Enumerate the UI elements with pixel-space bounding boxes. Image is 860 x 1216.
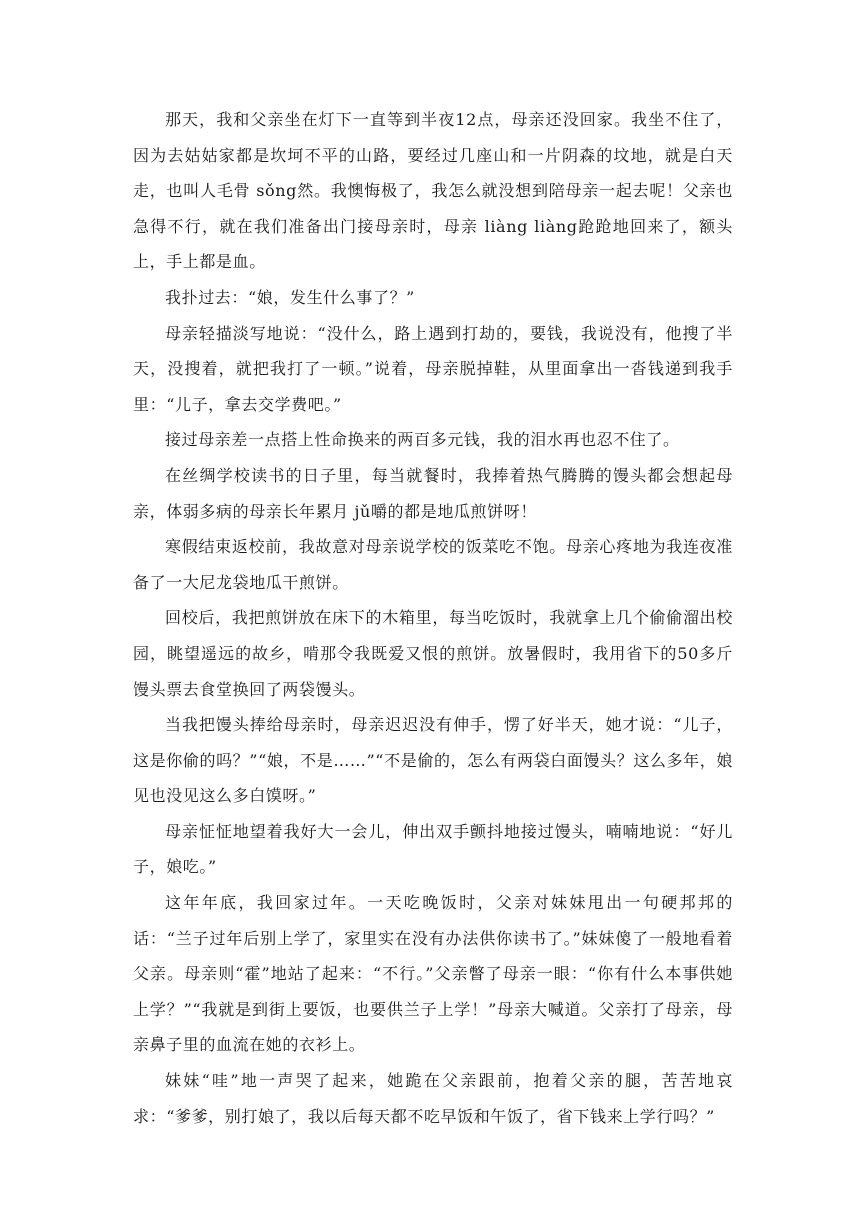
paragraph-9: 母亲怔怔地望着我好大一会儿，伸出双手颤抖地接过馒头，喃喃地说：“好儿子，娘吃。” — [133, 821, 733, 877]
paragraph-11: 妹妹“哇”地一声哭了起来，她跪在父亲跟前，抱着父亲的腿，苦苦地哀求：“爹爹，别打娘了，我以后每天都不吃早饭和午饭了，省下钱来上学行吗？” — [133, 1071, 733, 1126]
paragraph-7: 回校后，我把煎饼放在床下的木箱里，每当吃饭时，我就拿上几个偷偷溜出校园，眺望遥远的故乡，啃那令我既爱又恨的煎饼。放暑假时，我用省下的50多斤馒头票去食堂换回了两袋馒头。 — [133, 608, 733, 699]
paragraph-1: 那天，我和父亲坐在灯下一直等到半夜12点，母亲还没回家。我坐不住了，因为去姑姑家都是坎坷不平的山路，要经过几座山和一片阴森的坟地，就是白天走，也叫人毛骨 sǒng然。我懊悔极了，我怎么就没想到陪母亲一起去呢！父亲也急得不行，就在我们准备出门接母亲时，母亲 liàng liàng跄跄地回来了，额头上，手上都是血。 — [133, 110, 733, 272]
paragraph-6: 寒假结束返校前，我故意对母亲说学校的饭菜吃不饱。母亲心疼地为我连夜准备了一大尼龙袋地瓜干煎饼。 — [133, 537, 733, 592]
paragraph-8: 当我把馒头捧给母亲时，母亲迟迟没有伸手，愣了好半天，她才说：“儿子，这是你偷的吗？”“娘，不是……”“不是偷的，怎么有两袋白面馒头？这么多年，娘见也没见这么多白馍呀。” — [133, 715, 733, 806]
paragraph-3: 母亲轻描淡写地说：“没什么，路上遇到打劫的，要钱，我说没有，他搜了半天，没搜着，就把我打了一顿。”说着，母亲脱掉鞋，从里面拿出一沓钱递到我手里：“儿子，拿去交学费吧。” — [133, 323, 733, 414]
story-text — [133, 102, 733, 1134]
paragraph-2: 我扑过去：“娘，发生什么事了？” — [165, 287, 415, 307]
paragraph-4: 接过母亲差一点搭上性命换来的两百多元钱，我的泪水再也忍不住了。 — [165, 430, 680, 450]
paragraph-5: 在丝绸学校读书的日子里，每当就餐时，我捧着热气腾腾的馒头都会想起母亲，体弱多病的母亲长年累月 jǔ嚼的都是地瓜煎饼呀！ — [133, 465, 733, 521]
paragraph-10: 这年年底，我回家过年。一天吃晚饭时，父亲对妹妹甩出一句硬邦邦的话：“兰子过年后别上学了，家里实在没有办法供你读书了。”妹妹傻了一般地看着父亲。母亲则“霍”地站了起来：“不行。”父亲瞥了母亲一眼：“你有什么本事供她上学？”“我就是到街上要饭，也要供兰子上学！”母亲大喊道。父亲打了母亲，母亲鼻子里的血流在她的衣衫上。 — [133, 893, 733, 1055]
